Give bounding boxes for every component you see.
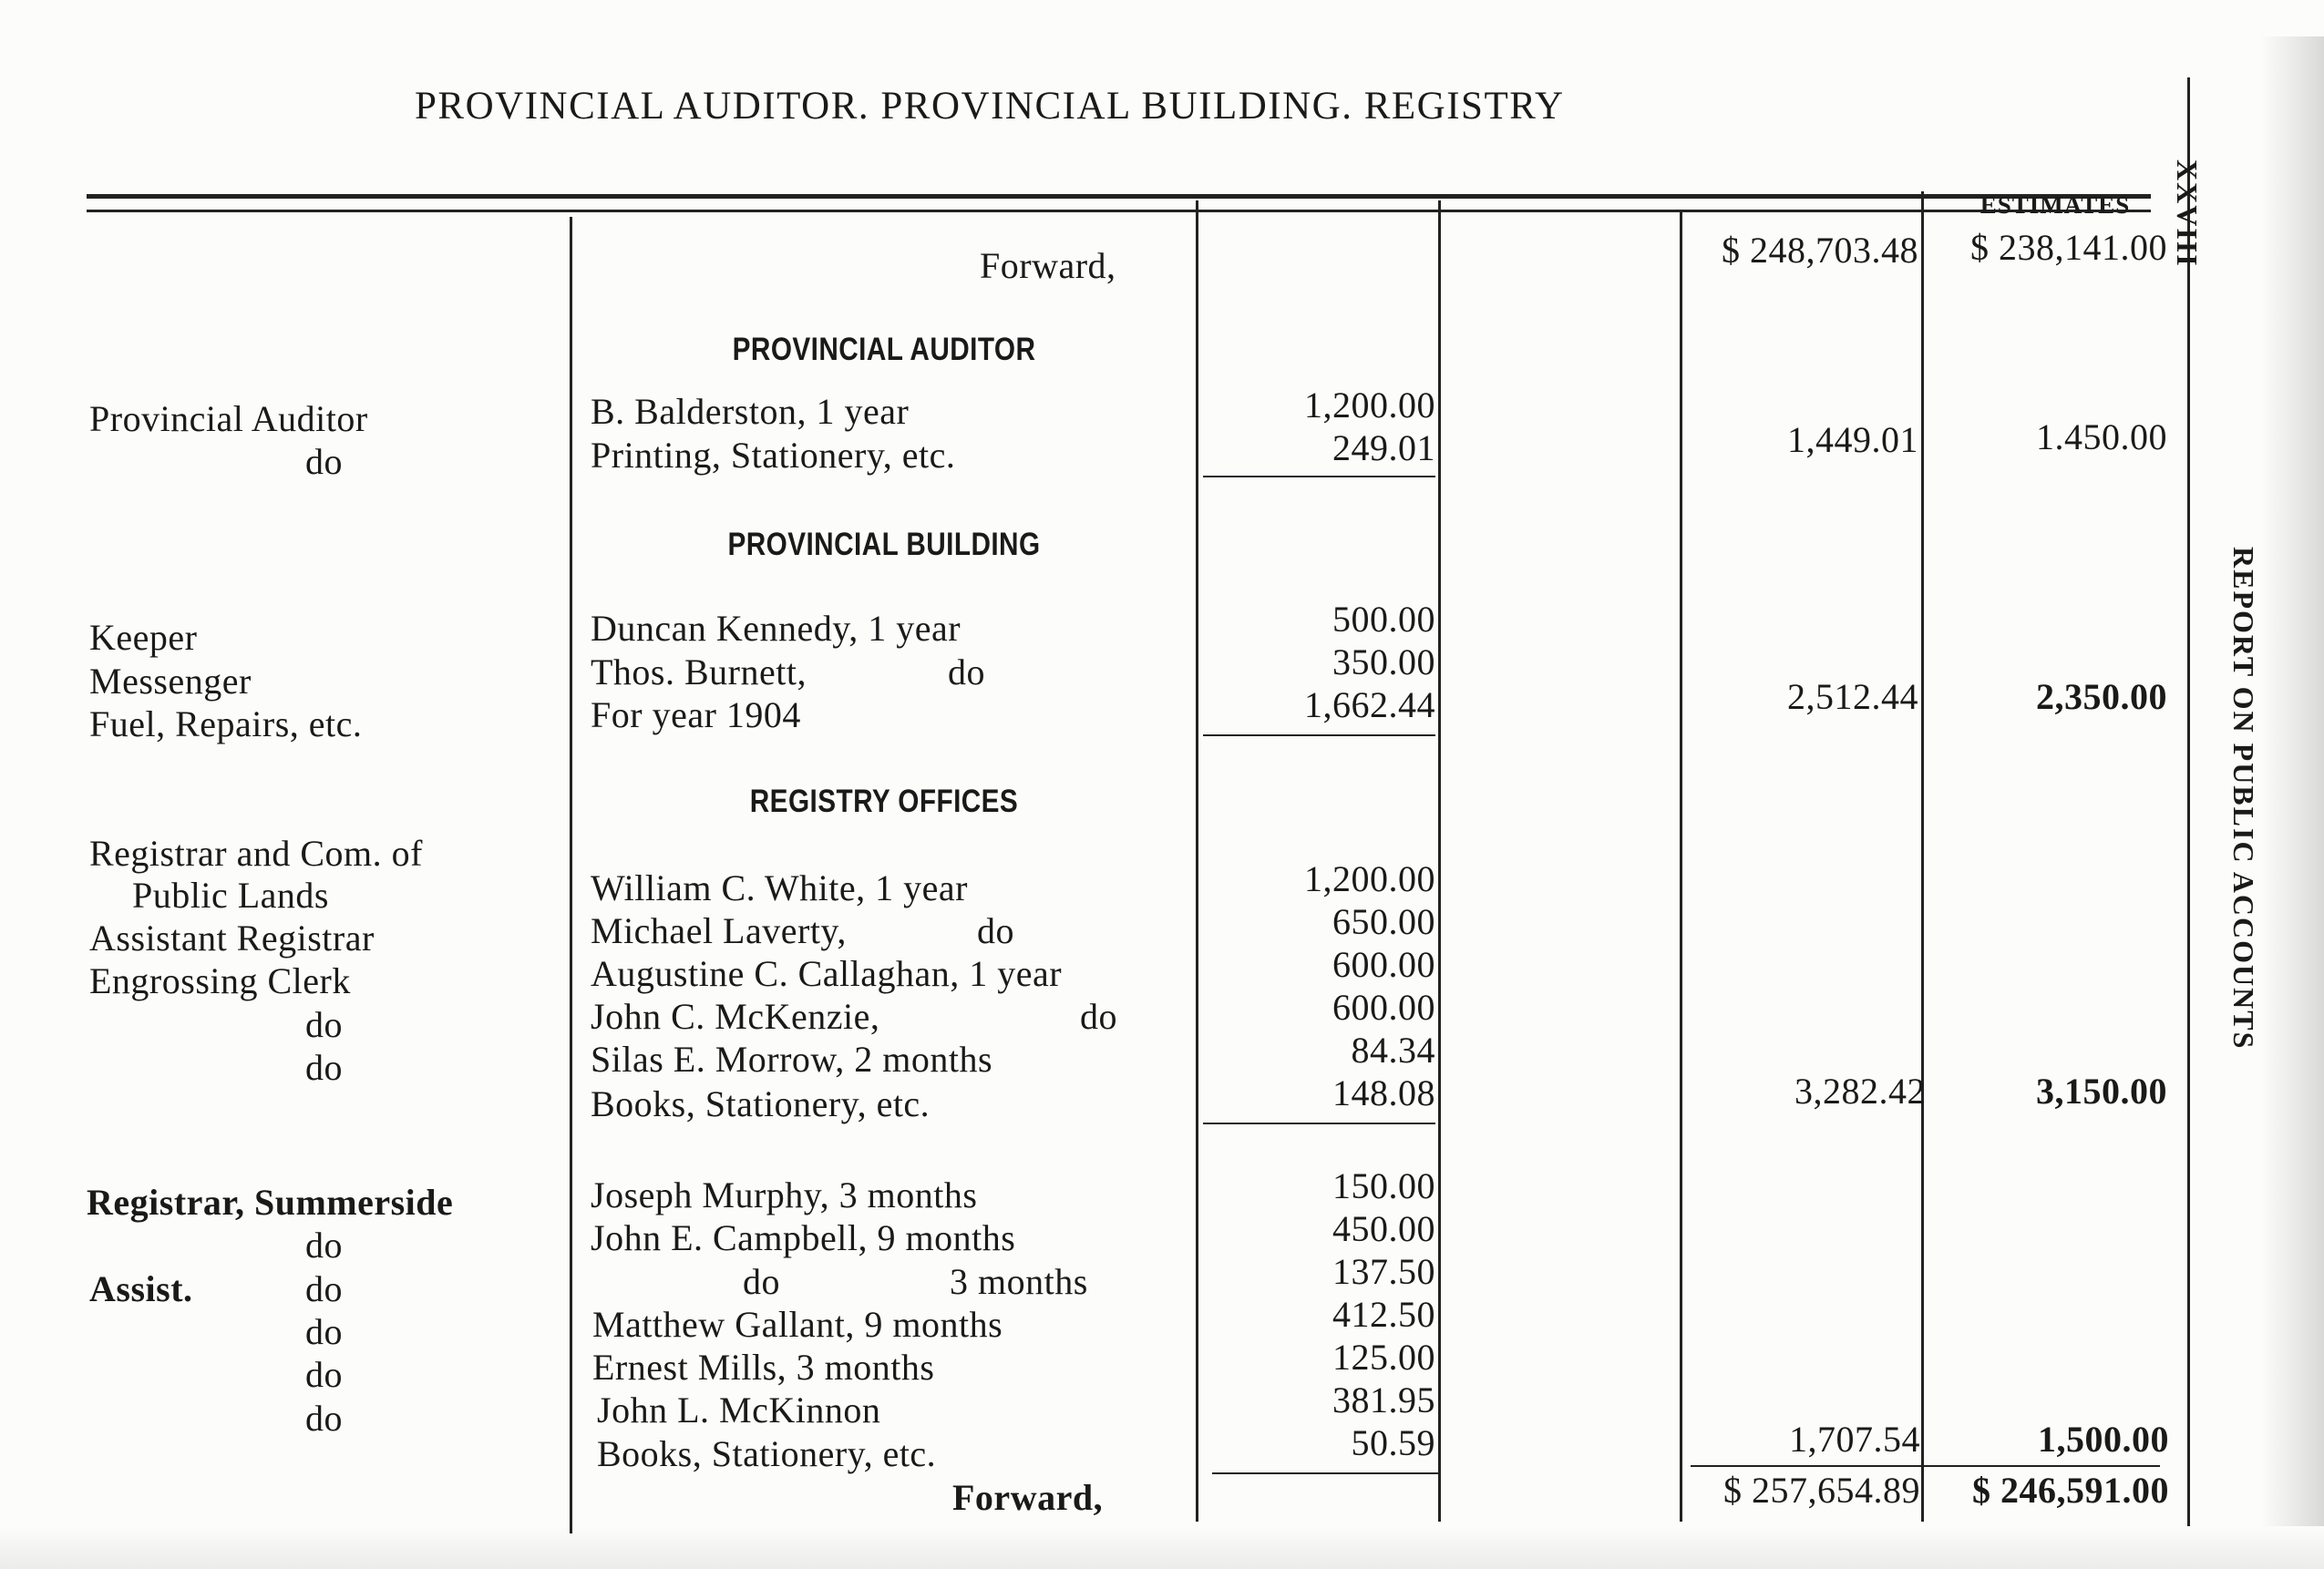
col-rule-amount bbox=[1438, 200, 1441, 1522]
forward-estimate-top: $ 238,141.00 bbox=[1970, 227, 2167, 268]
amount-cell: 381.95 bbox=[1332, 1379, 1435, 1420]
forward-estimate-bottom: $ 246,591.00 bbox=[1972, 1470, 2169, 1511]
section-title-registry: REGISTRY OFFICES bbox=[749, 784, 1019, 819]
page-number: XXVIII bbox=[2171, 159, 2204, 268]
section-title-building: PROVINCIAL BUILDING bbox=[727, 527, 1041, 562]
header-rule-thin bbox=[87, 210, 2151, 212]
section-total: 3,282.42 bbox=[1794, 1071, 1926, 1112]
section-estimate: 1,500.00 bbox=[2038, 1419, 2169, 1460]
payee-do-cell: do bbox=[948, 651, 985, 692]
col-rule-total bbox=[1921, 191, 1924, 1522]
payee-cell: Michael Laverty, bbox=[591, 910, 847, 951]
office-cell: Engrossing Clerk bbox=[89, 960, 351, 1001]
forward-label-bottom: Forward, bbox=[952, 1477, 1104, 1518]
amount-cell: 500.00 bbox=[1332, 599, 1435, 640]
page-bottom-shadow bbox=[0, 1526, 2324, 1569]
page-header: PROVINCIAL AUDITOR. PROVINCIAL BUILDING. REGISTRY bbox=[415, 85, 1565, 128]
payee-cell: Joseph Murphy, 3 months bbox=[591, 1174, 978, 1215]
office-do-cell: do bbox=[305, 1268, 343, 1309]
office-cell: Registrar and Com. of bbox=[89, 833, 423, 874]
payee-do-cell: do bbox=[1080, 996, 1117, 1037]
col-rule-estimates bbox=[2187, 77, 2190, 1526]
office-cell: do bbox=[305, 441, 343, 482]
amount-cell: 137.50 bbox=[1332, 1251, 1435, 1292]
payee-cell: John E. Campbell, 9 months bbox=[591, 1217, 1016, 1258]
amount-cell: 1,662.44 bbox=[1304, 684, 1435, 725]
subtotal-rule bbox=[1212, 1472, 1440, 1474]
subtotal-rule bbox=[1203, 476, 1435, 477]
section-total: 1,449.01 bbox=[1787, 419, 1918, 460]
amount-cell: 84.34 bbox=[1351, 1030, 1435, 1071]
payee-cell: B. Balderston, 1 year bbox=[591, 391, 910, 432]
office-cell: Public Lands bbox=[132, 875, 329, 916]
amount-cell: 450.00 bbox=[1332, 1208, 1435, 1249]
office-cell: do bbox=[305, 1004, 343, 1045]
header-rule bbox=[87, 194, 2151, 199]
section-total: 2,512.44 bbox=[1787, 676, 1918, 717]
amount-cell: 125.00 bbox=[1332, 1337, 1435, 1378]
office-cell: Assist. bbox=[89, 1268, 193, 1309]
col-rule-office bbox=[570, 217, 572, 1533]
page-edge-shadow bbox=[2260, 36, 2324, 1569]
grand-total-rule bbox=[1691, 1465, 2160, 1467]
office-cell: do bbox=[305, 1354, 343, 1395]
payee-period-cell: 3 months bbox=[950, 1261, 1088, 1302]
amount-cell: 50.59 bbox=[1351, 1422, 1435, 1463]
amount-cell: 249.01 bbox=[1332, 427, 1435, 468]
payee-cell: do bbox=[743, 1261, 780, 1302]
payee-cell: Books, Stationery, etc. bbox=[591, 1083, 931, 1124]
office-cell: Provincial Auditor bbox=[89, 398, 368, 439]
payee-cell: Printing, Stationery, etc. bbox=[591, 435, 956, 476]
payee-cell: Books, Stationery, etc. bbox=[597, 1433, 937, 1474]
payee-cell: John C. McKenzie, bbox=[591, 996, 880, 1037]
forward-total-top: $ 248,703.48 bbox=[1722, 230, 1918, 271]
amount-cell: 148.08 bbox=[1332, 1072, 1435, 1113]
amount-cell: 150.00 bbox=[1332, 1165, 1435, 1206]
payee-cell: Ernest Mills, 3 months bbox=[592, 1347, 935, 1388]
office-cell: Fuel, Repairs, etc. bbox=[89, 703, 363, 744]
office-cell: Messenger bbox=[89, 661, 252, 702]
forward-total-bottom: $ 257,654.89 bbox=[1723, 1470, 1920, 1511]
payee-cell: Duncan Kennedy, 1 year bbox=[591, 608, 961, 649]
payee-cell: Thos. Burnett, bbox=[591, 651, 807, 692]
forward-label-top: Forward, bbox=[980, 245, 1116, 286]
office-cell: do bbox=[305, 1311, 343, 1352]
section-estimate: 3,150.00 bbox=[2036, 1071, 2167, 1112]
section-total: 1,707.54 bbox=[1789, 1419, 1920, 1460]
payee-cell: William C. White, 1 year bbox=[591, 867, 968, 908]
office-cell: do bbox=[305, 1225, 343, 1266]
estimates-header: ESTIMATES bbox=[1980, 191, 2131, 219]
section-title-auditor: PROVINCIAL AUDITOR bbox=[732, 332, 1036, 367]
col-rule-blank bbox=[1680, 210, 1682, 1522]
section-estimate: 2,350.00 bbox=[2036, 676, 2167, 717]
payee-cell: Matthew Gallant, 9 months bbox=[592, 1304, 1003, 1345]
payee-cell: Augustine C. Callaghan, 1 year bbox=[591, 953, 1063, 994]
office-cell: Keeper bbox=[89, 617, 198, 658]
report-title: REPORT ON PUBLIC ACCOUNTS bbox=[2227, 547, 2260, 1051]
payee-cell: John L. McKinnon bbox=[597, 1390, 881, 1431]
payee-cell: Silas E. Morrow, 2 months bbox=[591, 1039, 993, 1080]
amount-cell: 412.50 bbox=[1332, 1294, 1435, 1335]
office-cell: do bbox=[305, 1398, 343, 1439]
amount-cell: 650.00 bbox=[1332, 901, 1435, 942]
office-cell: Registrar, Summerside bbox=[87, 1182, 454, 1223]
office-cell: do bbox=[305, 1047, 343, 1088]
amount-cell: 1,200.00 bbox=[1304, 385, 1435, 426]
amount-cell: 600.00 bbox=[1332, 944, 1435, 985]
amount-cell: 1,200.00 bbox=[1304, 858, 1435, 899]
amount-cell: 600.00 bbox=[1332, 987, 1435, 1028]
section-estimate: 1.450.00 bbox=[2036, 416, 2167, 457]
office-cell: Assistant Registrar bbox=[89, 918, 375, 959]
subtotal-rule bbox=[1203, 1123, 1435, 1124]
amount-cell: 350.00 bbox=[1332, 641, 1435, 682]
payee-do-cell: do bbox=[977, 910, 1014, 951]
subtotal-rule bbox=[1203, 734, 1435, 736]
payee-cell: For year 1904 bbox=[591, 694, 801, 735]
